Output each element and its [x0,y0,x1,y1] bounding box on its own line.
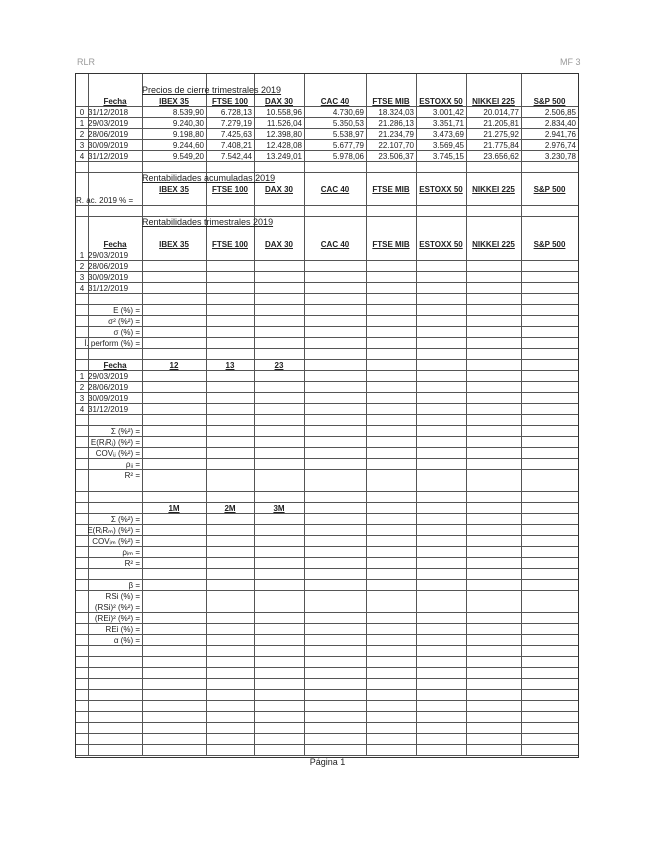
grid-row [76,602,578,613]
grid-row [76,723,578,734]
pair-header: 3M [273,504,285,513]
row-index: 1 [79,251,85,260]
index-header: NIKKEI 225 [472,185,515,194]
price-cell: 4.730,69 [332,108,364,117]
date-header: Fecha [103,97,127,106]
date-cell: 31/12/2018 [88,108,129,117]
grid-row [76,580,578,591]
grid-row [76,349,578,360]
price-cell: 5.978,06 [332,152,364,161]
grid-row [76,294,578,305]
stat-label: β = [128,581,140,590]
index-header: FTSE 100 [211,185,248,194]
price-cell: 20.014,77 [483,108,519,117]
grid-row [76,261,578,272]
price-cell: 23.656,62 [483,152,519,161]
index-header: CAC 40 [320,97,350,106]
grid-row [76,404,578,415]
grid-row [76,470,578,481]
index-header: FTSE 100 [211,240,248,249]
index-header: ESTOXX 50 [419,97,463,106]
price-cell: 10.558,96 [266,108,302,117]
page-number: Página 1 [309,757,346,767]
grid-row [76,316,578,327]
grid-row [76,162,578,173]
price-cell: 9.198,80 [172,130,204,139]
stat-label: α (%) = [113,636,140,645]
price-cell: 3.001,42 [432,108,464,117]
date-cell: 28/06/2019 [88,383,129,392]
grid-row [76,701,578,712]
grid-column-line [304,74,305,756]
stat-label: σ (%) = [113,328,140,337]
price-cell: 12.428,08 [266,141,302,150]
stat-label: R² = [124,471,140,480]
price-cell: 7.408,21 [220,141,252,150]
row-index: 0 [79,108,85,117]
stat-label: ρᵢₘ = [122,548,140,557]
grid-column-line [521,74,522,756]
stat-label: (REi)² (%²) = [94,614,140,623]
grid-row [76,448,578,459]
section3-title: Rentabilidades trimestrales 2019 [142,217,274,227]
date-cell: 31/12/2019 [88,152,129,161]
header-left: RLR [77,57,96,67]
price-cell: 3.569,45 [432,141,464,150]
index-header: NIKKEI 225 [472,240,515,249]
stat-label: E(RᵢRⱼ) (%²) = [90,438,140,447]
grid-row [76,228,578,239]
stat-label: (RSi)² (%²) = [94,603,140,612]
date-cell: 28/06/2019 [88,262,129,271]
price-cell: 3.351,71 [432,119,464,128]
index-header: ESTOXX 50 [419,240,463,249]
price-cell: 2.976,74 [544,141,576,150]
grid-row [76,371,578,382]
stat-label: Σ (%²) = [110,515,140,524]
grid-row [76,393,578,404]
index-header: IBEX 35 [159,240,189,249]
index-header: CAC 40 [320,240,350,249]
spreadsheet-grid [75,73,579,758]
grid-row [76,591,578,602]
price-cell: 21.775,84 [483,141,519,150]
price-cell: 22.107,70 [378,141,414,150]
header-right: MF 3 [560,57,581,67]
grid-column-line [366,74,367,756]
stat-label: Í. perform (%) = [84,339,140,348]
price-cell: 2.506,85 [544,108,576,117]
index-header: DAX 30 [264,240,293,249]
stat-label: RSi (%) = [105,592,140,601]
date-header: Fecha [103,240,127,249]
section2-title: Rentabilidades acumuladas 2019 [142,173,276,183]
index-header: S&P 500 [533,97,566,106]
price-cell: 2.834,40 [544,119,576,128]
index-header: FTSE MIB [372,240,410,249]
grid-row [76,327,578,338]
price-cell: 11.526,04 [267,119,302,128]
price-cell: 3.745,15 [432,152,464,161]
index-header: CAC 40 [320,185,350,194]
pair-header: 13 [225,361,235,370]
date-cell: 30/09/2019 [88,394,129,403]
stat-label: E(RᵢRₘ) (%²) = [87,526,140,535]
grid-row [76,569,578,580]
row-index: 3 [79,273,85,282]
section1-title: Precios de cierre trimestrales 2019 [142,85,282,95]
grid-column-line [466,74,467,756]
grid-row [76,382,578,393]
price-cell: 21.234,79 [378,130,414,139]
grid-row [76,635,578,646]
row-index: 4 [79,405,85,414]
grid-row [76,690,578,701]
stat-label: E (%) = [113,306,140,315]
index-header: ESTOXX 50 [419,185,463,194]
price-cell: 7.542,44 [220,152,252,161]
price-cell: 9.244,60 [172,141,204,150]
grid-row [76,338,578,349]
grid-row [76,646,578,657]
grid-row [76,250,578,261]
price-cell: 9.240,30 [172,119,204,128]
price-cell: 12.398,80 [266,130,302,139]
price-cell: 2.941,76 [544,130,576,139]
price-cell: 18.324,03 [378,108,414,117]
row-index: 1 [79,372,85,381]
date-cell: 28/06/2019 [88,130,129,139]
index-header: IBEX 35 [159,97,189,106]
date-cell: 31/12/2019 [88,284,129,293]
grid-row [76,437,578,448]
stat-label: COVᵢⱼ (%²) = [95,449,140,458]
row-index: 1 [79,119,85,128]
row-index: 2 [79,262,85,271]
stat-label: REi (%) = [105,625,140,634]
price-cell: 23.506,37 [378,152,414,161]
price-cell: 3.473,69 [432,130,464,139]
grid-row [76,745,578,756]
grid-row [76,547,578,558]
price-cell: 8.539,90 [172,108,204,117]
grid-row [76,525,578,536]
date-cell: 29/03/2019 [88,251,129,260]
price-cell: 5.538,97 [332,130,364,139]
grid-row [76,459,578,470]
index-header: S&P 500 [533,185,566,194]
row-index: 4 [79,152,85,161]
grid-row [76,514,578,525]
pair-header: 2M [224,504,236,513]
pair-header: 1M [168,504,180,513]
date-cell: 31/12/2019 [88,405,129,414]
index-header: IBEX 35 [159,185,189,194]
grid-row [76,734,578,745]
grid-row [76,415,578,426]
price-cell: 9.549,20 [172,152,204,161]
grid-row [76,657,578,668]
row-index: 3 [79,394,85,403]
grid-row [76,613,578,624]
row-index: 3 [79,141,85,150]
date-cell: 29/03/2019 [88,119,129,128]
grid-row [76,283,578,294]
index-header: FTSE MIB [372,185,410,194]
stat-label: Σ (%²) = [110,427,140,436]
grid-column-line [416,74,417,756]
grid-row [76,206,578,217]
stat-label: ρᵢⱼ = [125,460,140,469]
price-cell: 7.425,63 [220,130,252,139]
grid-row [76,272,578,283]
grid-row [76,668,578,679]
row-index: 4 [79,284,85,293]
accumulated-return-label: R. ac. 2019 % = [76,196,134,205]
price-cell: 3.230,78 [544,152,576,161]
index-header: FTSE MIB [372,97,410,106]
grid-row [76,712,578,723]
date-cell: 29/03/2019 [88,372,129,381]
grid-row [76,305,578,316]
price-cell: 6.728,13 [220,108,252,117]
stat-label: σ² (%²) = [108,317,140,326]
date-cell: 30/09/2019 [88,273,129,282]
grid-row [76,481,578,492]
price-cell: 13.249,01 [266,152,302,161]
grid-row [76,558,578,569]
date-cell: 30/09/2019 [88,141,129,150]
price-cell: 7.279,19 [220,119,252,128]
index-header: DAX 30 [264,97,293,106]
price-cell: 5.350,53 [332,119,364,128]
price-cell: 21.275,92 [483,130,519,139]
stat-label: COVᵢₘ (%²) = [92,537,140,546]
index-header: NIKKEI 225 [472,97,515,106]
price-cell: 21.205,81 [483,119,519,128]
grid-row [76,74,578,85]
price-cell: 21.286,13 [378,119,414,128]
index-header: S&P 500 [533,240,566,249]
grid-row [76,195,578,206]
grid-column-line [88,74,89,756]
grid-row [76,536,578,547]
date-header: Fecha [103,361,127,370]
stat-label: R² = [124,559,140,568]
index-header: FTSE 100 [211,97,248,106]
grid-row [76,426,578,437]
price-cell: 5.677,79 [332,141,364,150]
row-index: 2 [79,383,85,392]
row-index: 2 [79,130,85,139]
index-header: DAX 30 [264,185,293,194]
pair-header: 12 [169,361,179,370]
grid-row [76,624,578,635]
grid-row [76,492,578,503]
grid-row [76,679,578,690]
pair-header: 23 [274,361,284,370]
